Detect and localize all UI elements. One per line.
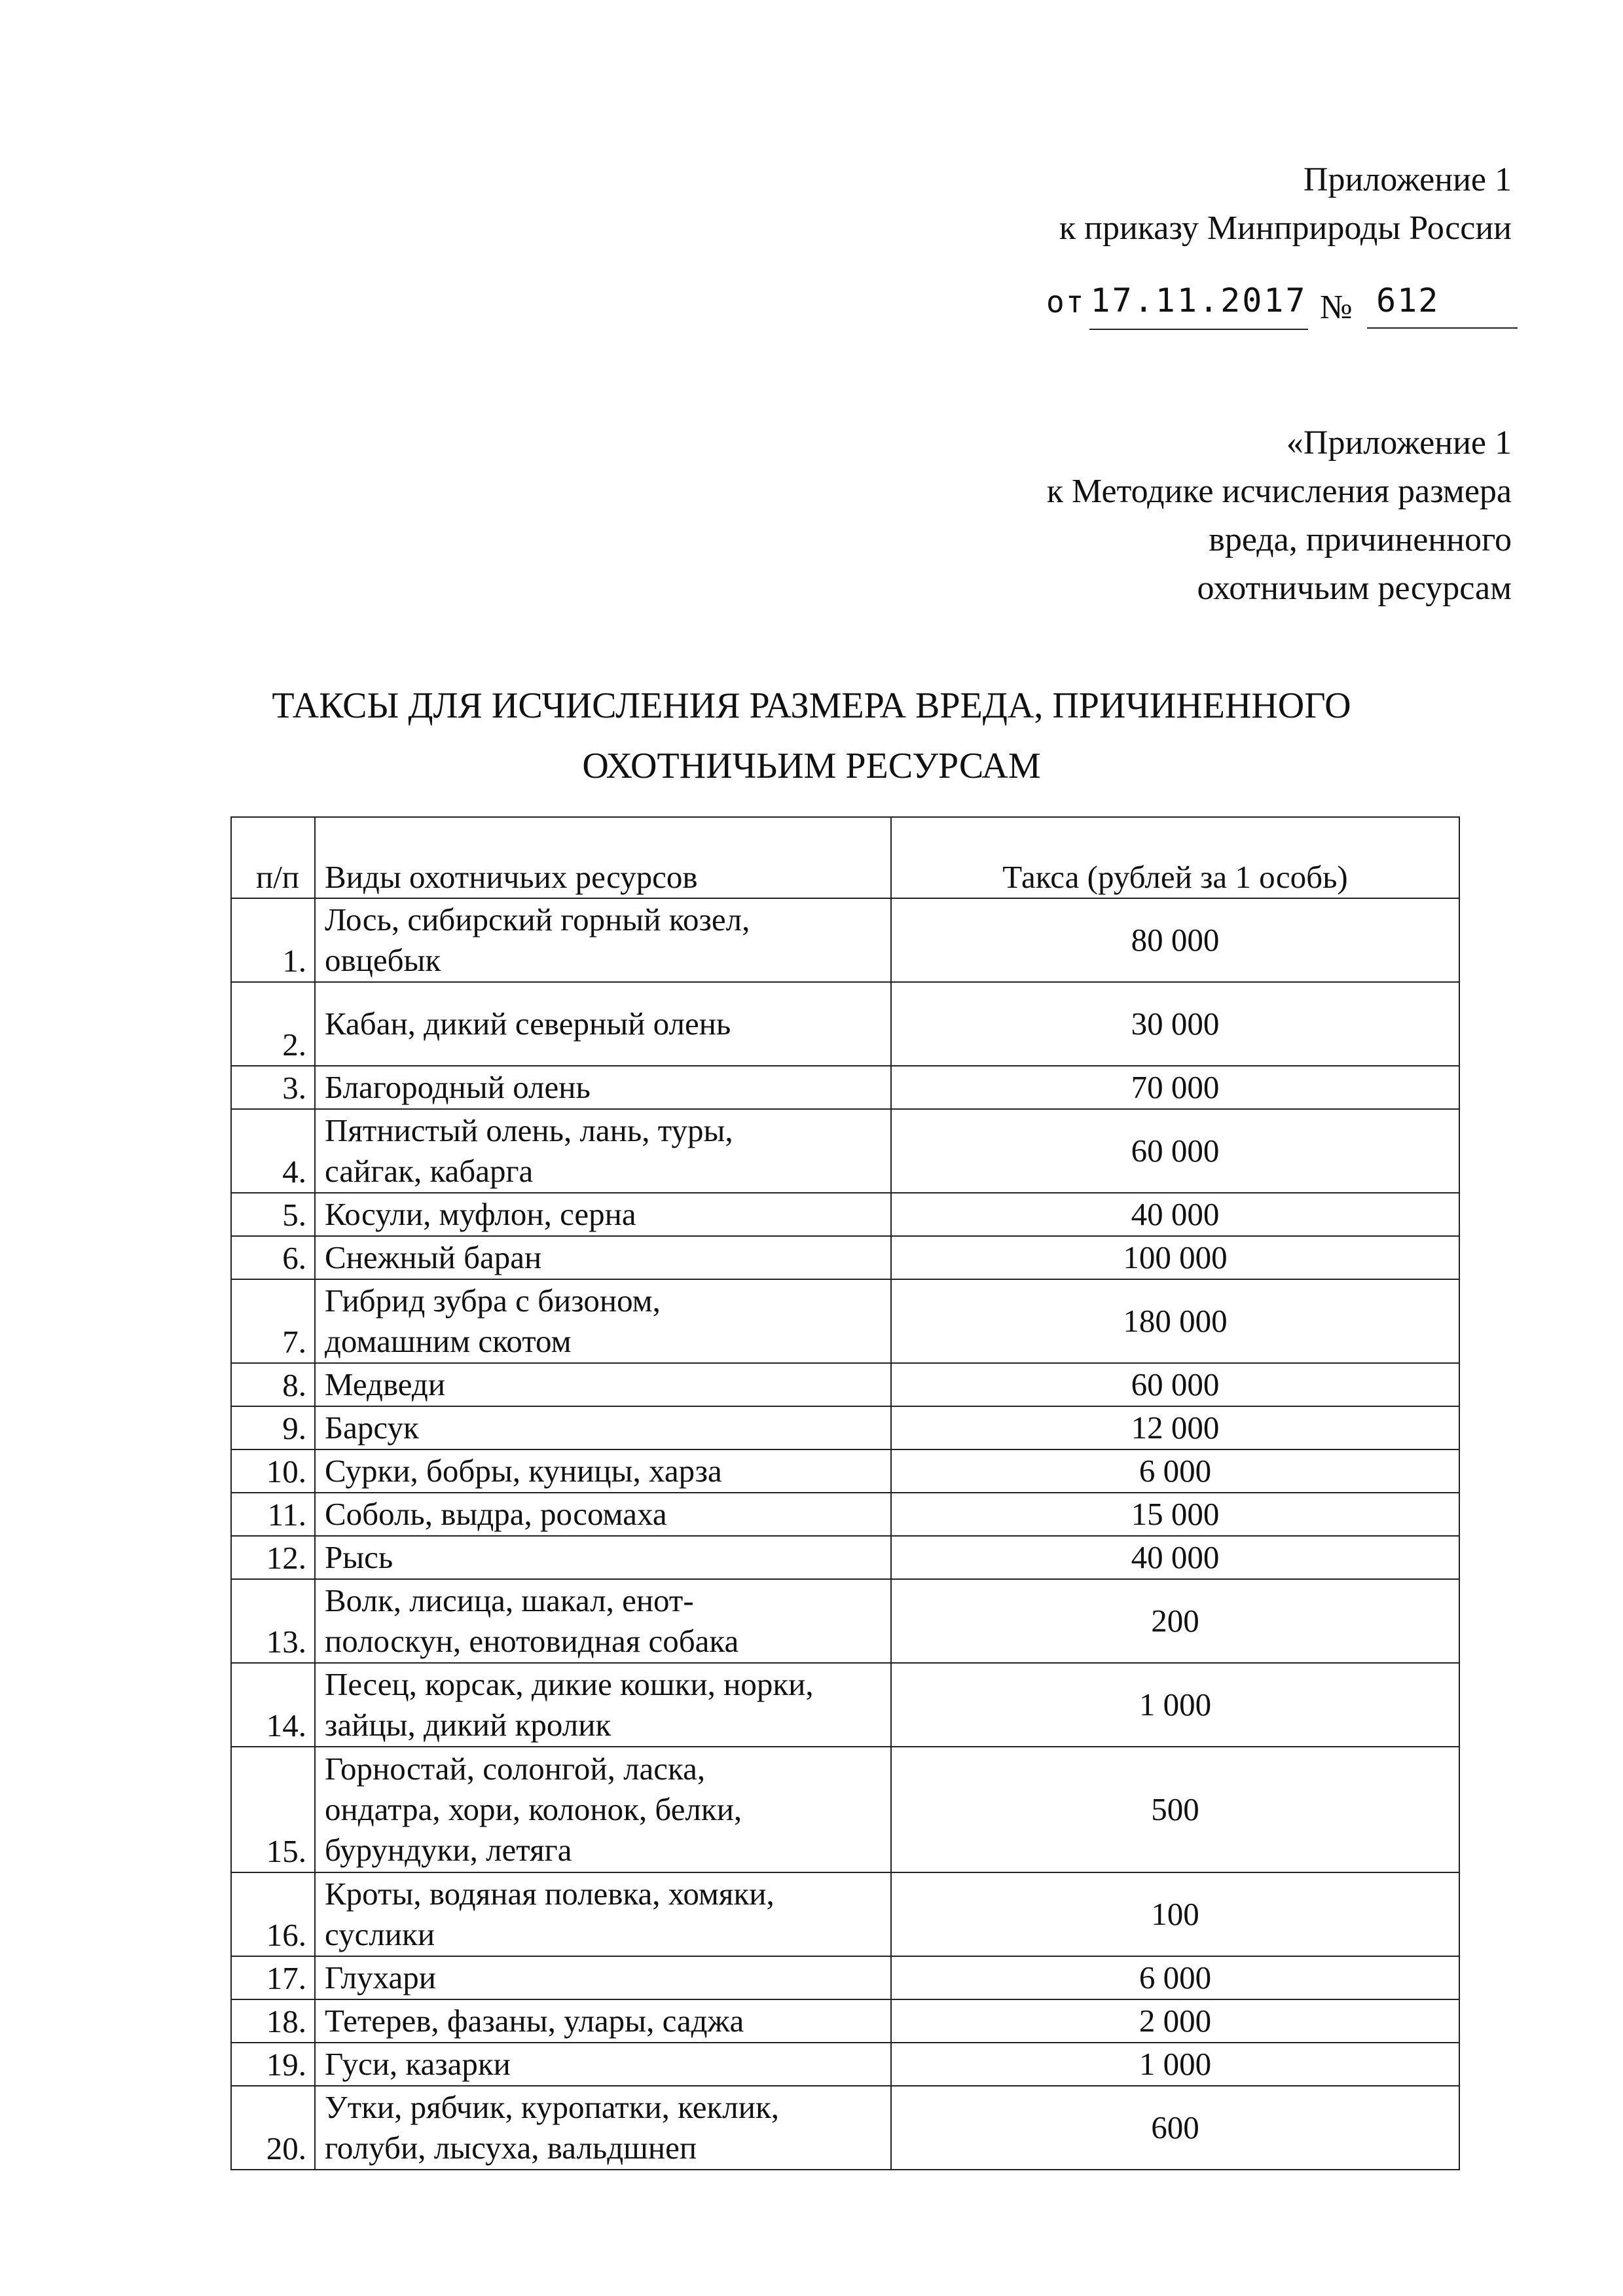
tax-value: 40 000 [891, 1536, 1459, 1579]
resource-name [315, 1956, 891, 1999]
header-resource: Виды охотничьих ресурсов [315, 817, 891, 898]
row-number: 1. [231, 898, 315, 982]
table-row [231, 1449, 1459, 1493]
resource-name-line: домашним скотом [325, 1323, 572, 1359]
row-number: 12. [231, 1536, 315, 1579]
document-title [0, 676, 1623, 796]
resource-name [315, 1406, 891, 1449]
resource-name [315, 2086, 891, 2170]
resource-name-line: Пятнистый олень, лань, туры, [325, 1112, 733, 1148]
resource-name-line: Песец, корсак, дикие кошки, норки, [325, 1666, 814, 1702]
tax-value: 180 000 [891, 1279, 1459, 1363]
resource-name-line: Снежный баран [325, 1239, 542, 1275]
order-date-prefix: от [1046, 284, 1085, 319]
resource-name [315, 982, 891, 1066]
resource-name-line: Утки, рябчик, куропатки, кеклик, [325, 2089, 780, 2125]
table-row [231, 1956, 1459, 1999]
row-number: 9. [231, 1406, 315, 1449]
resource-name [315, 1279, 891, 1363]
resource-name [315, 1363, 891, 1406]
table-header-row [231, 817, 1459, 898]
tax-value: 1 000 [891, 1663, 1459, 1747]
resource-name [315, 1236, 891, 1279]
resource-name [315, 2043, 891, 2086]
table-row [231, 1236, 1459, 1279]
row-number: 16. [231, 1872, 315, 1956]
resource-name-line: овцебык [325, 942, 441, 978]
table-row [231, 1579, 1459, 1663]
resource-name [315, 1872, 891, 1956]
header-tax: Такса (рублей за 1 особь) [891, 817, 1459, 898]
row-number: 2. [231, 982, 315, 1066]
resource-name [315, 1109, 891, 1193]
table-row [231, 1663, 1459, 1747]
row-number: 19. [231, 2043, 315, 2086]
resource-name-line: суслики [325, 1916, 435, 1952]
tax-value: 100 [891, 1872, 1459, 1956]
table-row [231, 2086, 1459, 2170]
row-number: 7. [231, 1279, 315, 1363]
table-row [231, 1536, 1459, 1579]
resource-name [315, 1066, 891, 1109]
order-header [1059, 156, 1512, 253]
tax-value: 1 000 [891, 2043, 1459, 2086]
row-number: 20. [231, 2086, 315, 2170]
resource-name-line: Горностай, солонгой, ласка, [325, 1751, 706, 1787]
table-row [231, 898, 1459, 982]
resource-name-line: Сурки, бобры, куницы, харза [325, 1453, 722, 1489]
resource-name-line: Гибрид зубра с бизоном, [325, 1283, 661, 1319]
table-row [231, 1493, 1459, 1536]
resource-name-line: Медведи [325, 1366, 446, 1402]
table-row [231, 1747, 1459, 1872]
tax-value: 200 [891, 1579, 1459, 1663]
row-number: 4. [231, 1109, 315, 1193]
table-row [231, 1999, 1459, 2043]
resource-name [315, 898, 891, 982]
table-row [231, 1066, 1459, 1109]
tax-value: 80 000 [891, 898, 1459, 982]
appendix-line-4: охотничьим ресурсам [1197, 570, 1512, 607]
resource-name-line: Лось, сибирский горный козел, [325, 902, 750, 938]
row-number: 13. [231, 1579, 315, 1663]
resource-name [315, 1193, 891, 1236]
resource-name-line: зайцы, дикий кролик [325, 1707, 611, 1743]
table-row [231, 1872, 1459, 1956]
resource-name-line: Рысь [325, 1539, 393, 1575]
tax-value: 500 [891, 1747, 1459, 1872]
row-number: 11. [231, 1493, 315, 1536]
resource-name [315, 1663, 891, 1747]
resource-name-line: Волк, лисица, шакал, енот- [325, 1582, 694, 1618]
table-row [231, 1363, 1459, 1406]
appendix-line-3: вреда, причиненного [1209, 521, 1512, 558]
row-number: 17. [231, 1956, 315, 1999]
resource-name [315, 1493, 891, 1536]
appendix-line-2: к Методике исчисления размера [1046, 473, 1512, 510]
resource-name-line: бурундуки, летяга [325, 1832, 572, 1868]
tax-value: 12 000 [891, 1406, 1459, 1449]
row-number: 3. [231, 1066, 315, 1109]
resource-name-line: Барсук [325, 1410, 419, 1446]
row-number: 15. [231, 1747, 315, 1872]
table-row [231, 982, 1459, 1066]
resource-name-line: полоскун, енотовидная собака [325, 1623, 739, 1659]
tax-value: 6 000 [891, 1449, 1459, 1493]
header-line-1: Приложение 1 [1303, 161, 1512, 198]
table-row [231, 2043, 1459, 2086]
tax-value: 100 000 [891, 1236, 1459, 1279]
resource-name [315, 1999, 891, 2043]
resource-name-line: Глухари [325, 1959, 436, 1995]
tax-value: 60 000 [891, 1363, 1459, 1406]
order-reference [1046, 282, 1518, 334]
tax-value: 60 000 [891, 1109, 1459, 1193]
row-number: 14. [231, 1663, 315, 1747]
table-row [231, 1193, 1459, 1236]
order-date: 17.11.2017 [1089, 282, 1308, 330]
row-number: 6. [231, 1236, 315, 1279]
title-line-1: ТАКСЫ ДЛЯ ИСЧИСЛЕНИЯ РАЗМЕРА ВРЕДА, ПРИЧИНЕННОГО [272, 685, 1351, 726]
tax-value: 30 000 [891, 982, 1459, 1066]
resource-name-line: Кабан, дикий северный олень [325, 1006, 731, 1042]
row-number: 10. [231, 1449, 315, 1493]
tax-value: 2 000 [891, 1999, 1459, 2043]
row-number: 8. [231, 1363, 315, 1406]
resource-name-line: ондатра, хори, колонок, белки, [325, 1791, 742, 1827]
row-number: 18. [231, 1999, 315, 2043]
table-row [231, 1109, 1459, 1193]
resource-name-line: сайгак, кабарга [325, 1153, 534, 1189]
resource-name-line: Косули, муфлон, серна [325, 1196, 636, 1232]
appendix-line-1: «Приложение 1 [1286, 424, 1512, 462]
table-row [231, 1279, 1459, 1363]
resource-name [315, 1536, 891, 1579]
tax-value: 6 000 [891, 1956, 1459, 1999]
table-row [231, 1406, 1459, 1449]
resource-name [315, 1747, 891, 1872]
title-line-2: ОХОТНИЧЬИМ РЕСУРСАМ [582, 746, 1041, 786]
table-body [231, 898, 1459, 2170]
header-num: п/п [231, 817, 315, 898]
resource-name-line: Тетерев, фазаны, улары, саджа [325, 2003, 744, 2039]
resource-name-line: Соболь, выдра, росомаха [325, 1496, 667, 1532]
resource-name-line: голуби, лысуха, вальдшнеп [325, 2130, 697, 2166]
order-number-sign: № [1320, 289, 1353, 326]
resource-name-line: Кроты, водяная полевка, хомяки, [325, 1876, 775, 1912]
tax-value: 600 [891, 2086, 1459, 2170]
tax-value: 40 000 [891, 1193, 1459, 1236]
row-number: 5. [231, 1193, 315, 1236]
resource-name-line: Благородный олень [325, 1069, 591, 1105]
appendix-header [1047, 419, 1512, 613]
tax-value: 70 000 [891, 1066, 1459, 1109]
order-number: 612 [1367, 282, 1518, 329]
tax-value: 15 000 [891, 1493, 1459, 1536]
tax-table [230, 816, 1460, 2170]
resource-name [315, 1449, 891, 1493]
resource-name [315, 1579, 891, 1663]
resource-name-line: Гуси, казарки [325, 2046, 511, 2082]
header-line-2: к приказу Минприроды России [1059, 210, 1512, 247]
